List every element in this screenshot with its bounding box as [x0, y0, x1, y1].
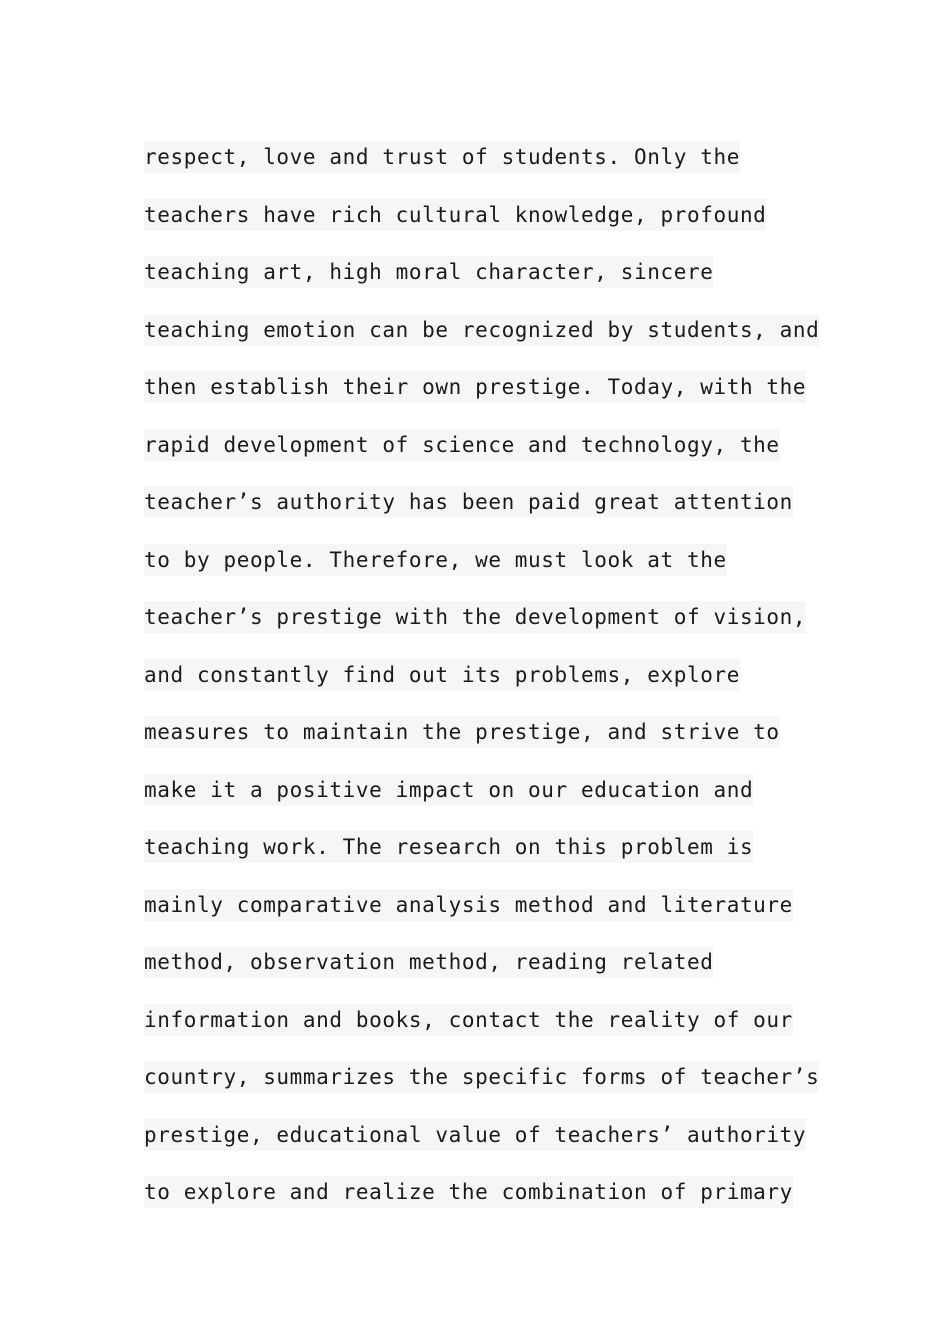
- text-line: [144, 647, 824, 705]
- text-line: [144, 704, 824, 762]
- text-line: [144, 532, 824, 590]
- text-line: [144, 1107, 824, 1165]
- text-line-content: country, summarizes the specific forms of teacher’s: [144, 1061, 819, 1093]
- text-line-content: teaching work. The research on this problem is: [144, 831, 753, 863]
- text-line-content: information and books, contact the reality of our: [144, 1004, 793, 1036]
- text-line: [144, 934, 824, 992]
- text-line: [144, 819, 824, 877]
- text-line-content: teacher’s authority has been paid great attention: [144, 486, 793, 518]
- text-line-content: then establish their own prestige. Today, with the: [144, 371, 806, 403]
- text-line: [144, 762, 824, 820]
- text-line: [144, 992, 824, 1050]
- text-line-content: make it a positive impact on our education and: [144, 774, 753, 806]
- text-line: [144, 129, 824, 187]
- text-line-content: teachers have rich cultural knowledge, profound: [144, 199, 766, 231]
- text-line: [144, 302, 824, 360]
- text-line-content: teaching art, high moral character, sincere: [144, 256, 713, 288]
- text-line: [144, 1049, 824, 1107]
- text-line: [144, 359, 824, 417]
- text-line: [144, 474, 824, 532]
- text-line: [144, 877, 824, 935]
- text-line-content: to explore and realize the combination of primary: [144, 1176, 793, 1208]
- text-line: [144, 417, 824, 475]
- text-line-content: respect, love and trust of students. Only the: [144, 141, 740, 173]
- text-line-content: and constantly find out its problems, explore: [144, 659, 740, 691]
- text-line-content: method, observation method, reading related: [144, 946, 713, 978]
- text-line-content: rapid development of science and technology, the: [144, 429, 780, 461]
- text-line-content: prestige, educational value of teachers’ authority: [144, 1119, 806, 1151]
- text-line-content: teacher’s prestige with the development of vision,: [144, 601, 806, 633]
- text-line: [144, 589, 824, 647]
- text-line-content: to by people. Therefore, we must look at the: [144, 544, 727, 576]
- body-paragraph: [144, 129, 824, 1222]
- text-line: [144, 244, 824, 302]
- text-line-content: measures to maintain the prestige, and strive to: [144, 716, 780, 748]
- text-line-content: teaching emotion can be recognized by students, and: [144, 314, 819, 346]
- text-line-content: mainly comparative analysis method and literature: [144, 889, 793, 921]
- text-line: [144, 1164, 824, 1222]
- text-line: [144, 187, 824, 245]
